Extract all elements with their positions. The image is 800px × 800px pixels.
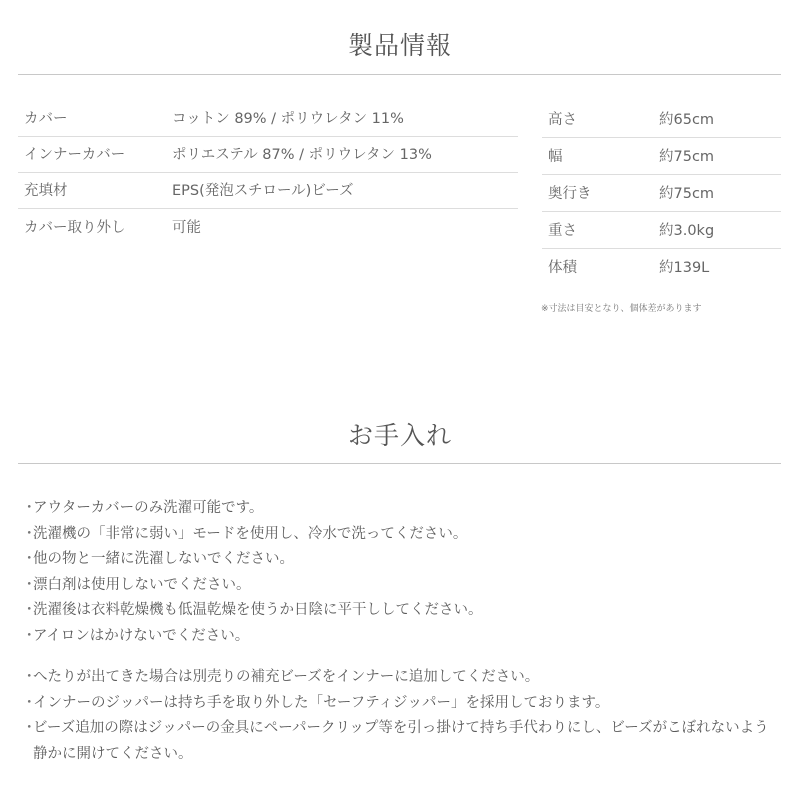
spec-value: 可能 bbox=[172, 219, 201, 236]
spec-value: ポリエステル 87% / ポリウレタン 13% bbox=[172, 147, 432, 163]
list-item bbox=[22, 573, 782, 599]
size-label: 幅 bbox=[548, 148, 563, 165]
list-item bbox=[22, 522, 782, 548]
size-row bbox=[542, 101, 781, 138]
care-instruction: アウターカバーのみ洗濯可能です。 bbox=[33, 500, 264, 516]
spec-label: カバー bbox=[24, 111, 68, 127]
size-row bbox=[542, 138, 781, 175]
care-instruction: 漂白剤は使用しないでください。 bbox=[33, 576, 251, 593]
spec-value: コットン 89% / ポリウレタン 11% bbox=[172, 111, 404, 127]
spec-table bbox=[18, 101, 518, 245]
spec-label: インナーカバー bbox=[24, 147, 126, 163]
bullet: ・ bbox=[22, 551, 37, 567]
list-item bbox=[22, 691, 782, 717]
size-value: 約75cm bbox=[659, 185, 715, 202]
bullet: ・ bbox=[22, 694, 37, 711]
size-label: 体積 bbox=[548, 260, 577, 276]
care-instructions-list bbox=[22, 496, 782, 767]
spec-label: 充填材 bbox=[24, 183, 68, 199]
bullet: ・ bbox=[22, 525, 37, 542]
product-info-divider bbox=[18, 74, 781, 75]
spec-row bbox=[18, 209, 518, 245]
spec-row bbox=[18, 173, 518, 209]
size-table bbox=[542, 101, 781, 286]
list-item bbox=[22, 598, 782, 624]
size-label: 奥行き bbox=[548, 185, 592, 202]
care-instruction: 他の物と一緒に洗濯しないでください。 bbox=[33, 551, 294, 567]
size-row bbox=[542, 249, 781, 286]
list-item bbox=[22, 665, 782, 691]
care-instruction: アイロンはかけないでください。 bbox=[33, 627, 250, 644]
spec-row bbox=[18, 137, 518, 173]
care-instruction: へたりが出てきた場合は別売りの補充ビーズをインナーに追加してください。 bbox=[33, 669, 540, 685]
list-item bbox=[22, 547, 782, 573]
size-value: 約75cm bbox=[659, 148, 715, 165]
bullet: ・ bbox=[22, 500, 37, 516]
spec-row bbox=[18, 101, 518, 137]
list-item bbox=[22, 624, 782, 650]
care-divider bbox=[18, 463, 781, 464]
care-instruction: インナーのジッパーは持ち手を取り外した「セーフティジッパー」を採用しております。 bbox=[33, 694, 610, 711]
bullet: ・ bbox=[22, 602, 37, 618]
size-value: 約65cm bbox=[659, 111, 715, 128]
size-value: 約139L bbox=[659, 260, 710, 276]
product-info-title: 製品情報 bbox=[347, 31, 452, 60]
list-spacer bbox=[22, 649, 782, 665]
size-value: 約3.0kg bbox=[659, 222, 715, 239]
care-instruction: 洗濯後は衣料乾燥機も低温乾燥を使うか日陰に平干ししてください。 bbox=[33, 602, 483, 618]
care-instruction: 洗濯機の「非常に弱い」モードを使用し、冷水で洗ってください。 bbox=[33, 525, 468, 542]
bullet: ・ bbox=[22, 720, 37, 736]
size-label: 高さ bbox=[548, 111, 577, 128]
spec-label: カバー取り外し bbox=[24, 219, 126, 236]
list-item bbox=[22, 496, 782, 522]
bullet: ・ bbox=[22, 576, 37, 593]
bullet: ・ bbox=[22, 669, 37, 685]
size-row bbox=[542, 175, 781, 212]
list-item bbox=[22, 716, 782, 767]
size-note: ※寸法は目安となり、個体差があります bbox=[541, 304, 702, 314]
size-label: 重さ bbox=[548, 222, 577, 239]
care-title: お手入れ bbox=[347, 421, 452, 450]
bullet: ・ bbox=[22, 627, 37, 644]
size-row bbox=[542, 212, 781, 249]
spec-value: EPS(発泡スチロール)ビーズ bbox=[172, 183, 354, 199]
care-instruction: ビーズ追加の際はジッパーの金具にペーパークリップ等を引っ掛けて持ち手代わりにし、ビーズがこぼれないよう静かに開けてください。 bbox=[33, 720, 769, 762]
